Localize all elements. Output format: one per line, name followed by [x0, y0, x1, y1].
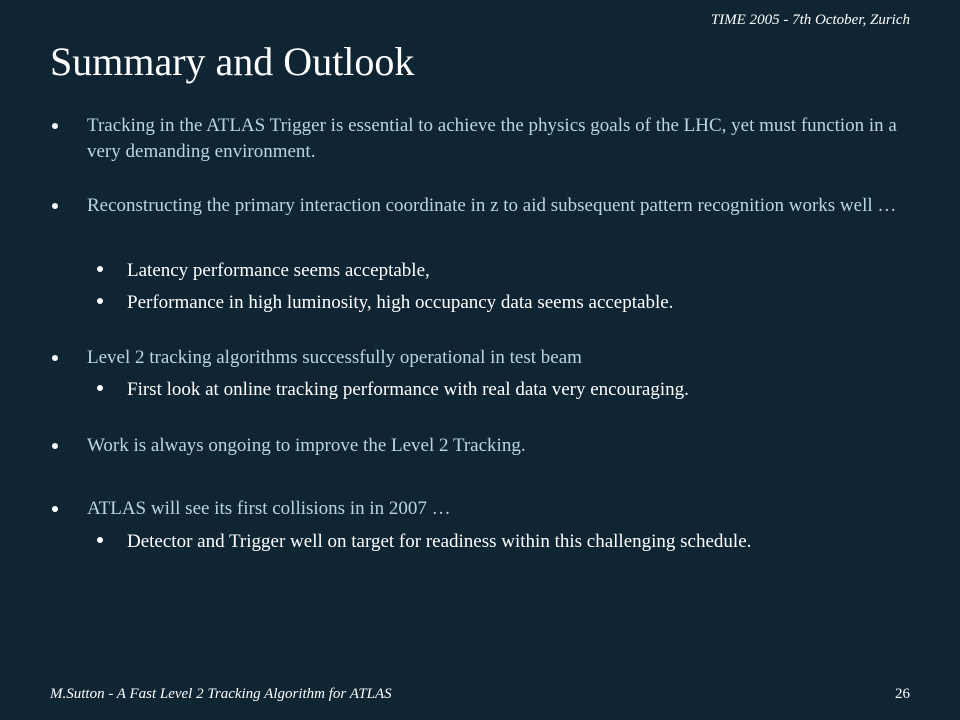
bullet-dot-icon: [52, 443, 58, 449]
bullet-text: Tracking in the ATLAS Trigger is essential to achieve the physics goals of the LHC, yet must function in a very demanding environment.: [87, 115, 897, 162]
sub-bullet-readiness: [97, 527, 897, 557]
bullet-tracking-trigger: [52, 113, 912, 165]
bullet-text: Latency performance seems acceptable,: [127, 260, 430, 281]
bullet-text: First look at online tracking performance with real data very encouraging.: [127, 379, 689, 400]
slide-title: Summary and Outlook: [50, 39, 415, 84]
sub-bullet-online-tracking: [97, 375, 897, 405]
bullet-dot-icon: [97, 537, 103, 543]
page-number: 26: [895, 686, 910, 702]
bullet-ongoing-work: [52, 433, 912, 459]
footer-author-title: M.Sutton - A Fast Level 2 Tracking Algorithm for ATLAS: [50, 686, 392, 702]
bullet-first-collisions: [52, 496, 912, 522]
bullet-text: Performance in high luminosity, high occupancy data seems acceptable.: [127, 292, 674, 313]
bullet-test-beam: [52, 345, 912, 371]
sub-bullet-latency: [97, 256, 897, 286]
bullet-dot-icon: [97, 266, 103, 272]
bullet-text: Level 2 tracking algorithms successfully operational in test beam: [87, 347, 582, 368]
bullet-dot-icon: [52, 203, 58, 209]
header-event: TIME 2005 - 7th October, Zurich: [710, 12, 910, 28]
bullet-dot-icon: [52, 355, 58, 361]
bullet-dot-icon: [97, 298, 103, 304]
bullet-dot-icon: [52, 506, 58, 512]
bullet-text: ATLAS will see its first collisions in in 2007 …: [87, 498, 451, 519]
bullet-text: Detector and Trigger well on target for readiness within this challenging schedule.: [127, 531, 752, 552]
bullet-dot-icon: [97, 385, 103, 391]
bullet-vertex-reconstruction: [52, 193, 912, 219]
bullet-text: Reconstructing the primary interaction coordinate in z to aid subsequent pattern recognition works well …: [87, 195, 897, 216]
sub-bullet-luminosity: [97, 288, 897, 318]
bullet-text: Work is always ongoing to improve the Level 2 Tracking.: [87, 435, 526, 456]
bullet-dot-icon: [52, 123, 58, 129]
